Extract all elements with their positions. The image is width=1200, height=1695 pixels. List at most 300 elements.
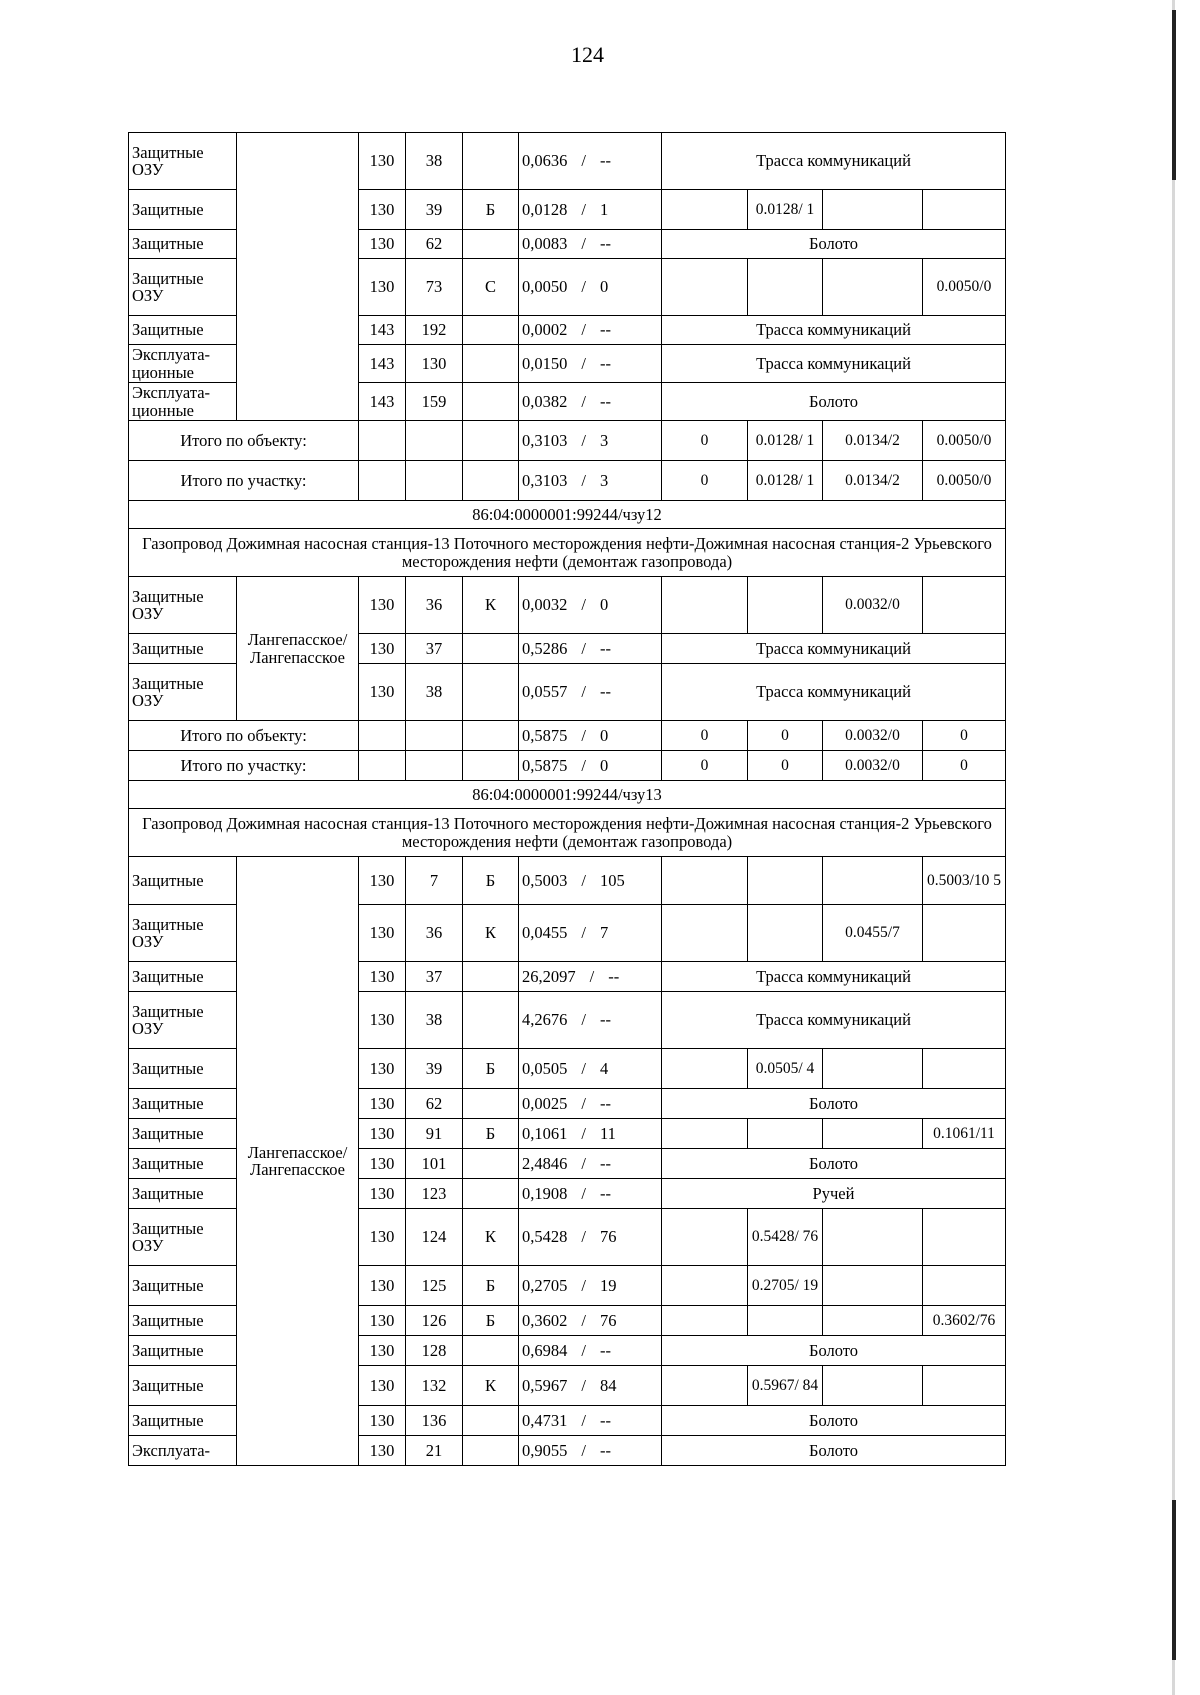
forest-type: Защитные [129,1336,237,1366]
quarter: 130 [359,1436,406,1466]
forest-type: Защитные ОЗУ [129,1209,237,1266]
forest-type: Эксплуата- [129,1436,237,1466]
value-col-3 [823,1266,923,1306]
area-slash: / [581,1310,586,1330]
area-value: 0,2705 [522,1275,568,1295]
plot-count: 0 [599,755,609,775]
value-col-3 [823,1366,923,1406]
value-col-1: 0 [662,421,748,461]
value-col-2: 0.0128/ 1 [748,421,823,461]
area-value: 0,6984 [522,1340,568,1360]
category [463,1336,519,1366]
category: К [463,905,519,962]
value-col-1 [662,1049,748,1089]
forest-type: Защитные ОЗУ [129,905,237,962]
quarter: 130 [359,1266,406,1306]
value-col-3 [823,259,923,316]
value-col-4 [923,577,1006,634]
category: К [463,577,519,634]
section-number: 36 [406,905,463,962]
empty-cell [406,461,463,501]
area-cell [519,1366,662,1406]
quarter: 130 [359,962,406,992]
value-col-4 [923,1209,1006,1266]
forest-type: Защитные [129,190,237,230]
quarter: 130 [359,1366,406,1406]
purpose-note: Трасса коммуникаций [662,316,1006,345]
plot-count: -- [599,151,611,171]
category: К [463,1209,519,1266]
value-col-1 [662,577,748,634]
quarter: 130 [359,230,406,259]
value-col-2 [748,857,823,905]
area-value: 0,0002 [522,320,568,340]
plot-count: 3 [599,430,609,450]
value-col-3: 0.0455/7 [823,905,923,962]
area-value: 0,0150 [522,353,568,373]
section-number: 62 [406,230,463,259]
plot-count: 84 [599,1375,617,1395]
forest-type: Эксплуата-ционные [129,345,237,383]
cadastral-code: 86:04:0000001:99244/чзу13 [129,781,1006,809]
section-number: 37 [406,634,463,664]
empty-cell [406,751,463,781]
value-col-3 [823,1306,923,1336]
forest-type: Защитные [129,962,237,992]
forest-type: Защитные ОЗУ [129,133,237,190]
empty-cell [359,751,406,781]
forestry-cell: Лангепасское/ Лангепасское [237,577,359,721]
plot-count: -- [599,320,611,340]
value-col-4: 0.0050/0 [923,259,1006,316]
value-col-1 [662,1366,748,1406]
area-slash: / [581,682,586,702]
area-cell [519,230,662,259]
forest-type: Защитные [129,1306,237,1336]
quarter: 143 [359,316,406,345]
forest-type: Защитные [129,634,237,664]
category [463,992,519,1049]
total-label: Итого по участку: [129,461,359,501]
area-cell [519,962,662,992]
value-col-1: 0 [662,751,748,781]
value-col-1 [662,1306,748,1336]
empty-cell [463,721,519,751]
area-cell [519,345,662,383]
plot-count: -- [608,966,620,986]
value-col-2 [748,1306,823,1336]
section-number: 128 [406,1336,463,1366]
table-row [129,857,1006,905]
area-value: 0,0032 [522,595,568,615]
area-value: 0,0557 [522,682,568,702]
section-number: 38 [406,992,463,1049]
value-col-3: 0.0032/0 [823,721,923,751]
forest-type: Защитные [129,316,237,345]
area-slash: / [581,1183,586,1203]
plot-count: 3 [599,470,609,490]
purpose-note: Болото [662,1089,1006,1119]
forestry-cell [237,133,359,421]
area-value: 0,0505 [522,1058,568,1078]
category: Б [463,1049,519,1089]
value-col-4 [923,1366,1006,1406]
quarter: 130 [359,1149,406,1179]
object-title: Газопровод Дожимная насосная станция-13 Поточного месторождения нефти-Дожимная насосная станция-2 Урьевского месторождения нефти (демонтаж газопровода) [129,809,1006,857]
category: Б [463,190,519,230]
value-col-3 [823,1209,923,1266]
purpose-note: Трасса коммуникаций [662,345,1006,383]
area-value: 0,0455 [522,923,568,943]
area-value: 0,0128 [522,199,568,219]
object-title-row [129,809,1006,857]
area-cell [519,316,662,345]
category: Б [463,1306,519,1336]
value-col-2: 0 [748,721,823,751]
plot-count: 0 [599,725,609,745]
area-cell [519,1406,662,1436]
area-slash: / [581,595,586,615]
table-body [129,133,1006,1466]
area-value: 0,5967 [522,1375,568,1395]
area-cell [519,1209,662,1266]
section-number: 39 [406,190,463,230]
value-col-1 [662,905,748,962]
section-number: 126 [406,1306,463,1336]
plot-count: -- [599,682,611,702]
purpose-note: Болото [662,1436,1006,1466]
forest-type: Защитные [129,1406,237,1436]
value-col-4: 0 [923,721,1006,751]
purpose-note: Ручей [662,1179,1006,1209]
value-col-3 [823,1049,923,1089]
area-slash: / [581,470,586,490]
plot-count: -- [599,1440,611,1460]
quarter: 130 [359,190,406,230]
quarter: 130 [359,1089,406,1119]
area-cell [519,992,662,1049]
value-col-2: 0.0128/ 1 [748,190,823,230]
purpose-note: Трасса коммуникаций [662,992,1006,1049]
cadastral-code-row [129,501,1006,529]
value-col-2 [748,577,823,634]
area-slash: / [581,1410,586,1430]
empty-cell [463,421,519,461]
value-col-4: 0.0050/0 [923,461,1006,501]
empty-cell [359,421,406,461]
area-cell [519,634,662,664]
area-value: 0,5875 [522,755,568,775]
section-number: 39 [406,1049,463,1089]
area-cell [519,1336,662,1366]
forest-type: Защитные [129,1089,237,1119]
total-label: Итого по объекту: [129,721,359,751]
value-col-1 [662,1209,748,1266]
quarter: 130 [359,259,406,316]
plot-count: 11 [599,1123,616,1143]
value-col-1 [662,190,748,230]
area-cell [519,190,662,230]
value-col-4 [923,1049,1006,1089]
value-col-2: 0 [748,751,823,781]
value-col-3: 0.0134/2 [823,461,923,501]
area-slash: / [581,391,586,411]
plot-count: 76 [599,1310,617,1330]
area-cell [519,1436,662,1466]
quarter: 130 [359,1119,406,1149]
category [463,634,519,664]
forest-type: Защитные ОЗУ [129,664,237,721]
plot-count: -- [599,353,611,373]
category: Б [463,1266,519,1306]
area-slash: / [581,638,586,658]
section-number: 38 [406,664,463,721]
value-col-4: 0.0050/0 [923,421,1006,461]
forest-type: Защитные [129,857,237,905]
section-number: 38 [406,133,463,190]
section-number: 124 [406,1209,463,1266]
scan-edge-mark [1172,10,1176,180]
area-value: 0,0083 [522,234,568,254]
empty-cell [463,751,519,781]
section-number: 130 [406,345,463,383]
area-cell [519,461,662,501]
purpose-note: Болото [662,1336,1006,1366]
section-number: 136 [406,1406,463,1436]
area-cell [519,383,662,421]
area-slash: / [581,1123,586,1143]
area-slash: / [581,1275,586,1295]
forest-type: Защитные [129,1049,237,1089]
category: С [463,259,519,316]
area-slash: / [581,1010,586,1030]
value-col-3: 0.0134/2 [823,421,923,461]
plot-count: -- [599,391,611,411]
section-number: 36 [406,577,463,634]
plot-count: 1 [599,199,609,219]
value-col-1 [662,259,748,316]
area-value: 0,0025 [522,1093,568,1113]
section-number: 125 [406,1266,463,1306]
area-slash: / [581,320,586,340]
value-col-3 [823,190,923,230]
area-value: 0,1908 [522,1183,568,1203]
value-col-1 [662,857,748,905]
category [463,1406,519,1436]
section-number: 192 [406,316,463,345]
purpose-note: Болото [662,1149,1006,1179]
forest-type: Защитные [129,1179,237,1209]
area-cell [519,577,662,634]
area-slash: / [581,199,586,219]
quarter: 130 [359,1179,406,1209]
area-cell [519,664,662,721]
plot-count: -- [599,1183,611,1203]
category [463,345,519,383]
area-slash: / [581,1440,586,1460]
category [463,1149,519,1179]
plot-count: 0 [599,277,609,297]
area-value: 0,0382 [522,391,568,411]
area-value: 0,9055 [522,1440,568,1460]
area-cell [519,133,662,190]
table-row [129,133,1006,190]
value-col-4 [923,905,1006,962]
plot-count: -- [599,234,611,254]
value-col-3: 0.0032/0 [823,751,923,781]
area-cell [519,1306,662,1336]
area-value: 0,5428 [522,1227,568,1247]
purpose-note: Болото [662,1406,1006,1436]
object-title: Газопровод Дожимная насосная станция-13 Поточного месторождения нефти-Дожимная насосная станция-2 Урьевского месторождения нефти (демонтаж газопровода) [129,529,1006,577]
purpose-note: Болото [662,383,1006,421]
area-slash: / [581,1340,586,1360]
forest-type: Защитные [129,1266,237,1306]
forest-type: Защитные ОЗУ [129,992,237,1049]
value-col-2: 0.0128/ 1 [748,461,823,501]
area-cell [519,1089,662,1119]
area-slash: / [581,277,586,297]
area-cell [519,1179,662,1209]
section-number: 21 [406,1436,463,1466]
plot-count: -- [599,1340,611,1360]
value-col-4 [923,190,1006,230]
total-label: Итого по участку: [129,751,359,781]
plot-count: 105 [599,870,625,890]
quarter: 143 [359,383,406,421]
plot-count: -- [599,1153,611,1173]
value-col-4: 0.3602/76 [923,1306,1006,1336]
plot-count: -- [599,1093,611,1113]
area-slash: / [581,151,586,171]
category [463,1436,519,1466]
area-slash: / [581,1227,586,1247]
area-cell [519,857,662,905]
section-number: 7 [406,857,463,905]
forest-type: Защитные [129,1366,237,1406]
quarter: 130 [359,634,406,664]
forest-type: Защитные [129,1149,237,1179]
purpose-note: Трасса коммуникаций [662,962,1006,992]
quarter: 130 [359,992,406,1049]
area-value: 0,3103 [522,430,568,450]
page-number: 124 [571,42,604,67]
quarter: 130 [359,133,406,190]
plot-count: 76 [599,1227,617,1247]
empty-cell [359,461,406,501]
total-row [129,421,1006,461]
area-cell [519,259,662,316]
area-value: 0,5875 [522,725,568,745]
quarter: 130 [359,1336,406,1366]
quarter: 130 [359,1406,406,1436]
section-number: 62 [406,1089,463,1119]
value-col-2: 0.2705/ 19 [748,1266,823,1306]
area-cell [519,1266,662,1306]
quarter: 130 [359,1306,406,1336]
value-col-3 [823,857,923,905]
cadastral-code-row [129,781,1006,809]
area-slash: / [581,1153,586,1173]
value-col-4: 0.1061/11 [923,1119,1006,1149]
quarter: 130 [359,857,406,905]
value-col-1: 0 [662,461,748,501]
area-slash: / [581,1375,586,1395]
category: Б [463,857,519,905]
category [463,133,519,190]
area-value: 0,0636 [522,151,568,171]
value-col-4: 0.5003/10 5 [923,857,1006,905]
area-value: 4,2676 [522,1010,568,1030]
forest-type: Защитные ОЗУ [129,259,237,316]
purpose-note: Трасса коммуникаций [662,664,1006,721]
total-row [129,751,1006,781]
area-slash: / [581,870,586,890]
value-col-4: 0 [923,751,1006,781]
purpose-note: Трасса коммуникаций [662,634,1006,664]
plot-count: 4 [599,1058,609,1078]
area-cell [519,751,662,781]
area-value: 0,3103 [522,470,568,490]
value-col-4 [923,1266,1006,1306]
object-title-row [129,529,1006,577]
area-value: 2,4846 [522,1153,568,1173]
area-cell [519,1049,662,1089]
forest-type: Защитные ОЗУ [129,577,237,634]
empty-cell [406,421,463,461]
quarter: 130 [359,1049,406,1089]
value-col-2 [748,905,823,962]
category [463,962,519,992]
total-row [129,461,1006,501]
area-slash: / [581,234,586,254]
category [463,316,519,345]
area-slash: / [581,755,586,775]
section-number: 132 [406,1366,463,1406]
purpose-note: Болото [662,230,1006,259]
area-slash: / [581,1093,586,1113]
area-cell [519,421,662,461]
total-row [129,721,1006,751]
plot-count: 7 [599,923,609,943]
section-number: 73 [406,259,463,316]
category [463,1089,519,1119]
area-value: 0,1061 [522,1123,568,1143]
area-cell [519,721,662,751]
category: К [463,1366,519,1406]
total-label: Итого по объекту: [129,421,359,461]
quarter: 130 [359,1209,406,1266]
area-slash: / [581,923,586,943]
area-value: 26,2097 [522,966,576,986]
section-number: 101 [406,1149,463,1179]
area-slash: / [581,1058,586,1078]
forest-type: Защитные [129,230,237,259]
area-cell [519,905,662,962]
area-value: 0,5286 [522,638,568,658]
section-number: 37 [406,962,463,992]
quarter: 143 [359,345,406,383]
value-col-2: 0.0505/ 4 [748,1049,823,1089]
plot-count: -- [599,1010,611,1030]
value-col-2: 0.5428/ 76 [748,1209,823,1266]
area-value: 0,5003 [522,870,568,890]
plot-count: 0 [599,595,609,615]
value-col-2 [748,259,823,316]
category [463,230,519,259]
value-col-2 [748,1119,823,1149]
category: Б [463,1119,519,1149]
